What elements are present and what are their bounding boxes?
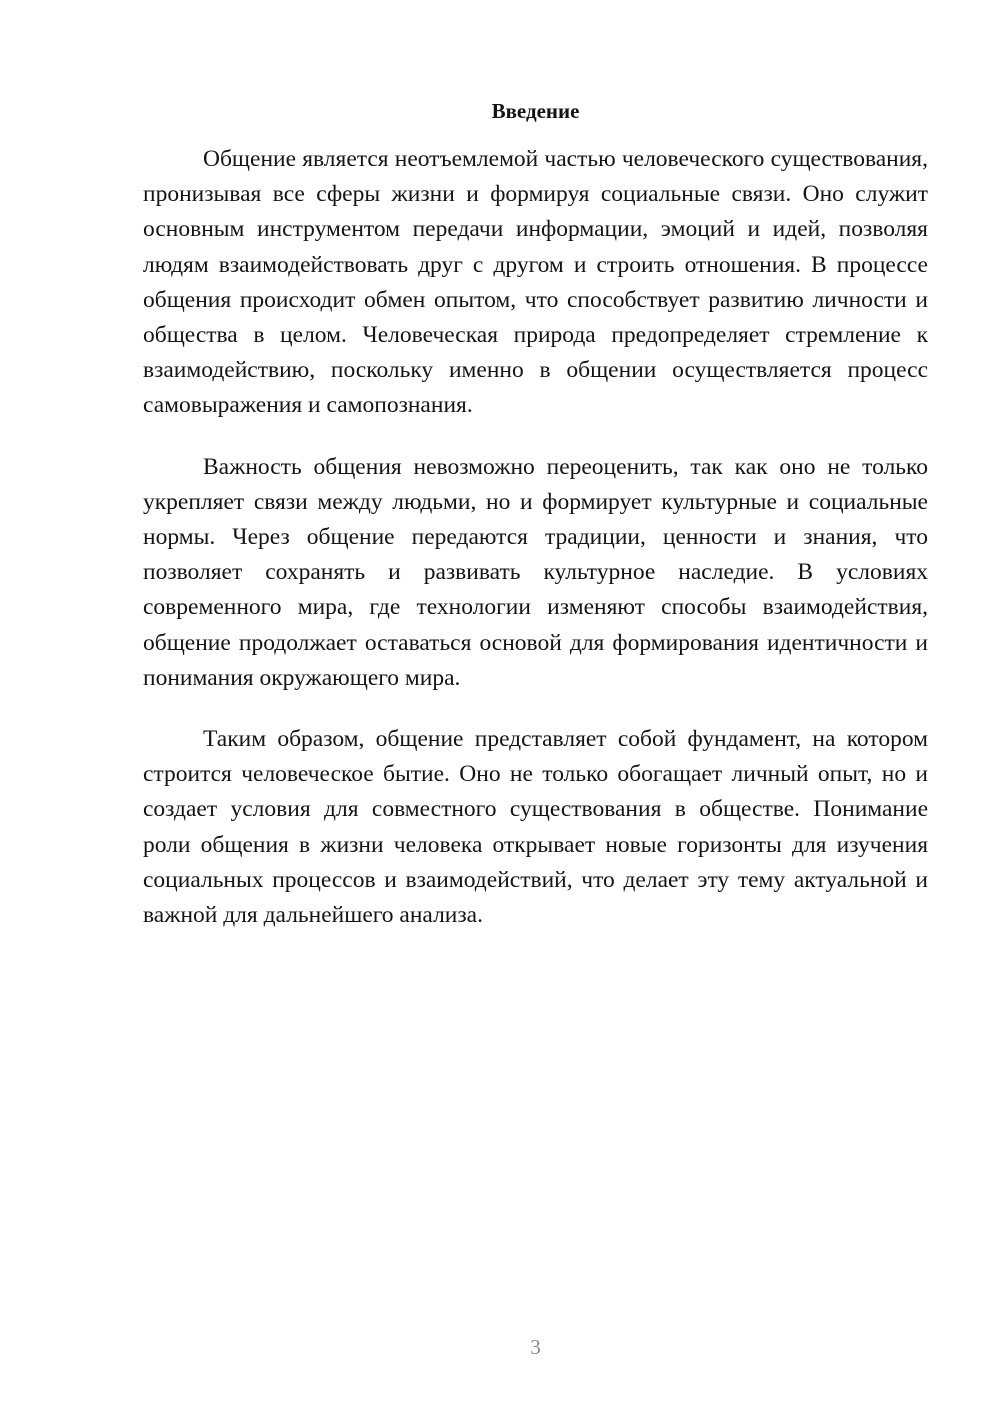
paragraph-3: Таким образом, общение представляет собой фундамент, на котором строится человеческое бытие. Оно не только обогащает личный опыт, но и создает условия для совместного существования в обществе. Понимание роли общения в жизни человека открывает новые горизонты для изучения социальных процессов и взаимодействий, что делает эту тему актуальной и важной для дальнейшего анализа. <box>143 726 928 929</box>
page-number: 3 <box>530 1335 541 1359</box>
paragraph-1: Общение является неотъемлемой частью человеческого существования, пронизывая все сферы жизни и формируя социальные связи. Оно служит основным инструментом передачи информации, эмоций и идей, позволяя людям взаимодействовать друг с другом и строить отношения. В процессе общения происходит обмен опытом, что способствует развитию личности и общества в целом. Человеческая природа предопределяет стремление к взаимодействию, поскольку именно в общении осуществляется процесс самовыражения и самопознания. <box>143 146 928 419</box>
paragraph-2: Важность общения невозможно переоценить, так как оно не только укрепляет связи между людьми, но и формирует культурные и социальные нормы. Через общение передаются традиции, ценности и знания, что позволяет сохранять и развивать культурное наследие. В условиях современного мира, где технологии изменяют способы взаимодействия, общение продолжает оставаться основой для формирования идентичности и понимания окружающего мира. <box>143 453 928 691</box>
body-text <box>143 142 928 933</box>
section-heading: Введение <box>491 99 580 123</box>
